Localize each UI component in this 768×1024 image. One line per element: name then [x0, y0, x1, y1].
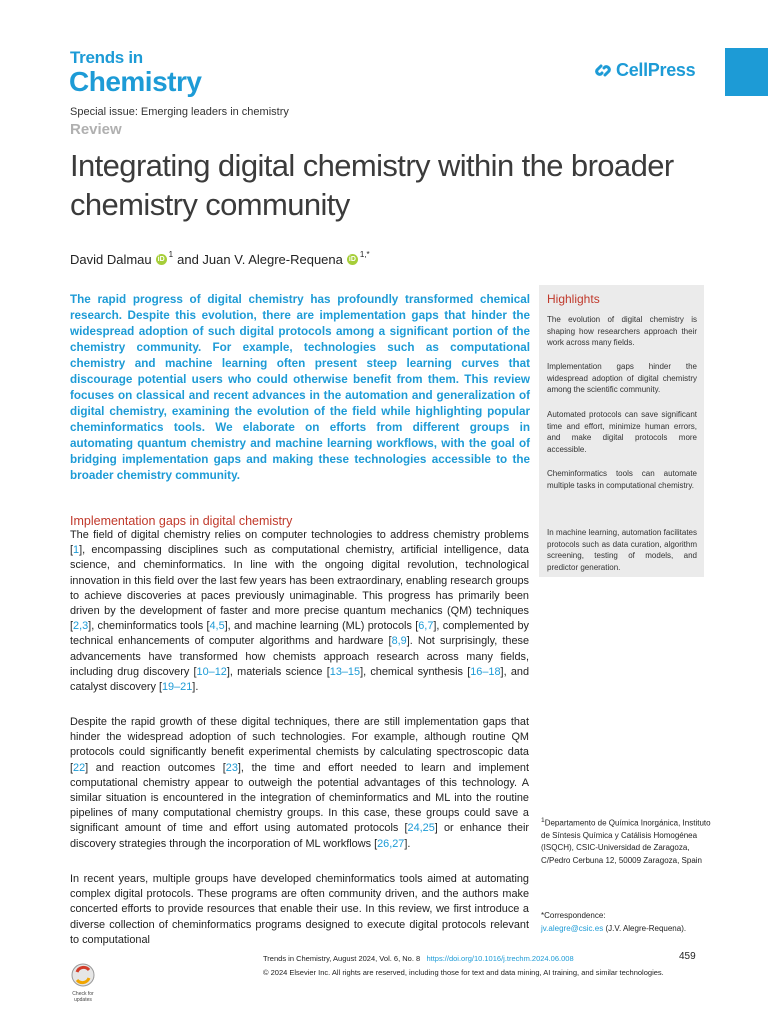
check-for-updates-label: Check for updates — [72, 991, 94, 1003]
highlight-item: Implementation gaps hinder the widespread adoption of digital chemistry among the scientific community. — [547, 362, 697, 395]
highlight-item: The evolution of digital chemistry is shaping how researchers approach their work across many fields. — [547, 315, 697, 348]
page-number: 459 — [679, 951, 696, 962]
citation-link[interactable]: 13–15 — [329, 665, 361, 678]
abstract: The rapid progress of digital chemistry has profoundly transformed chemical research. Despite this evolution, there are implementation gaps that hinder the widespread adoption of such digital protocols among a significant portion of the chemistry community. For example, technologies such as computational chemistry and machine learning often present steep learning curves that discourage potential users who could otherwise benefit from them. This review focuses on classical and recent advances in the automation and generalization of digital chemistry, examining the evolution of the field while highlighting popular cheminformatics tools. We elaborate on efforts from different groups in automating quantum chemistry and machine learning workflows, with the goal of bridging implementation gaps and making these technologies accessible to the broader chemistry community. — [70, 293, 530, 482]
body-text: ] or enhance their discovery strategies through the incorporation of ML workflows [ — [70, 822, 529, 850]
citation-link[interactable]: 2,3 — [73, 620, 89, 633]
correspondence-email[interactable]: jv.alegre@csic.es — [541, 923, 604, 933]
orcid-icon[interactable]: iD — [157, 256, 165, 263]
publisher-logo[interactable] — [593, 60, 695, 81]
footer-doi-link[interactable]: https://doi.org/10.1016/j.trechm.2024.06.008 — [426, 954, 574, 963]
highlight-item: Automated protocols can save significant time and effort, minimize human errors, and make digital protocols more accessible. — [547, 410, 697, 454]
citation-link[interactable]: 8,9 — [391, 635, 407, 648]
citation-link[interactable]: 1 — [73, 544, 80, 557]
body-text: ]. Not surprisingly, these advancements have transformed how chemists approach research across many fields, including drug discovery [ — [70, 635, 530, 678]
orcid-icon[interactable]: iD — [348, 256, 356, 263]
author-1[interactable]: David Dalmau — [70, 252, 152, 267]
body-text: [ — [70, 544, 74, 557]
body-paragraph-3 — [70, 872, 529, 948]
footer-copyright: © 2024 Elsevier Inc. All rights are reserved, including those for text and data mining, AI training, and similar technologies. — [263, 968, 664, 977]
cellpress-link-icon — [593, 62, 613, 80]
citation-link[interactable]: 24,25 — [407, 822, 435, 835]
citation-link[interactable]: 19–21 — [162, 681, 193, 694]
check-for-updates-icon[interactable] — [69, 962, 97, 992]
citation-link[interactable]: 10–12 — [196, 665, 227, 678]
citation-link[interactable]: 26,27 — [377, 837, 405, 850]
footer-citation: Trends in Chemistry, August 2024, Vol. 6, No. 8 — [263, 954, 421, 963]
body-text: ], encompassing disciplines such as computational chemistry, artificial intelligence, data science, and cheminformatics. In line with the ongoing digital revolution, technological innovation in this field over the last few years has been extraordinary, enabling research groups to achieve discoveries at paces previously unimaginable. This progress has primarily been driven by the development of faster and more precise quantum mechanics (QM) techniques [ — [70, 544, 529, 633]
body-text: ], the time and effort needed to learn and implement computational chemistry appear to outweigh the potential advantages of this technology. A similar situation is encountered in the integration of cheminformatics and ML into the routine pipelines of many computational chemistry groups. In this case, these groups could save a significant amount of time and effort using automated protocols [ — [70, 761, 529, 835]
body-text: The field of digital chemistry relies on computer technologies to address chemistry problems — [70, 529, 529, 541]
body-text: ]. — [192, 681, 199, 694]
journal-name-line2: Chemistry — [69, 66, 202, 97]
author-2[interactable]: and Juan V. Alegre-Requena — [177, 252, 343, 267]
affiliation — [541, 815, 711, 867]
article-title: Integrating digital chemistry within the broader chemistry community — [70, 148, 674, 222]
highlight-item: Cheminformatics tools can automate multiple tasks in computational chemistry. — [547, 469, 697, 490]
body-text: ], complemented by technical enhancements of computer algorithms and hardware [ — [70, 620, 530, 648]
journal-name-line1: Trends in — [70, 48, 143, 67]
body-text: ] and reaction outcomes [ — [85, 761, 226, 774]
body-text: Despite the rapid growth of these digital techniques, there are still implementation gaps that hinder the widespread adoption of such technologies. For example, although routine QM protocols could significantly benefit experimental chemists by calculating spectroscopic data [ — [70, 716, 529, 774]
citation-link[interactable]: 6,7 — [418, 620, 434, 633]
correspondence — [541, 910, 721, 935]
article-type: Review — [70, 121, 122, 138]
body-text: ], and catalyst discovery [ — [70, 665, 530, 694]
correspondence-label: *Correspondence: — [541, 911, 606, 920]
body-paragraph-1 — [70, 528, 529, 695]
body-text: ], and machine learning (ML) protocols [ — [224, 620, 419, 633]
body-paragraph-2 — [70, 715, 529, 852]
citation-link[interactable]: 4,5 — [209, 620, 225, 633]
citation-link[interactable]: 22 — [73, 761, 86, 774]
body-text: ], materials science [ — [226, 665, 330, 678]
author-line — [70, 252, 374, 267]
body-text: ], chemical synthesis [ — [360, 665, 471, 678]
correspondence-name: (J.V. Alegre-Requena). — [605, 923, 687, 933]
publisher-name: CellPress — [616, 60, 696, 80]
citation-link[interactable]: 23 — [225, 761, 238, 774]
body-text: In recent years, multiple groups have developed cheminformatics tools aimed at automating complex digital protocols. These programs are often community driven, and the authors make concerted efforts to provide resources that enable their use. In this review, we first introduce a diverse collection of cheminformatics programs designed to execute digital protocols relevant to computational — [70, 873, 529, 946]
special-issue-label: Special issue: Emerging leaders in chemistry — [70, 106, 289, 118]
highlights-title: Highlights — [547, 292, 600, 306]
citation-link[interactable]: 16–18 — [470, 665, 501, 678]
body-text: ], cheminformatics tools [ — [88, 620, 210, 633]
body-text: ]. — [404, 837, 411, 850]
author-1-affiliation: 1 — [168, 250, 174, 259]
section-heading: Implementation gaps in digital chemistry — [70, 514, 293, 528]
highlight-item: In machine learning, automation facilitates protocols such as data curation, algorithm screening, testing of models, and predictor generation. — [547, 528, 697, 572]
footer-citation-line — [263, 954, 574, 963]
author-2-affiliation: 1,* — [359, 250, 370, 259]
affiliation-text: Departamento de Química Inorgánica, Instituto de Síntesis Química y Catálisis Homogénea (ISQCH), CSIC-Universidad de Zaragoza, C/Pedro Cerbuna 12, 50009 Zaragoza, Spain — [541, 818, 711, 865]
affiliation-number: 1 — [541, 817, 545, 824]
corner-tab — [725, 48, 768, 96]
highlights-box — [539, 285, 704, 577]
